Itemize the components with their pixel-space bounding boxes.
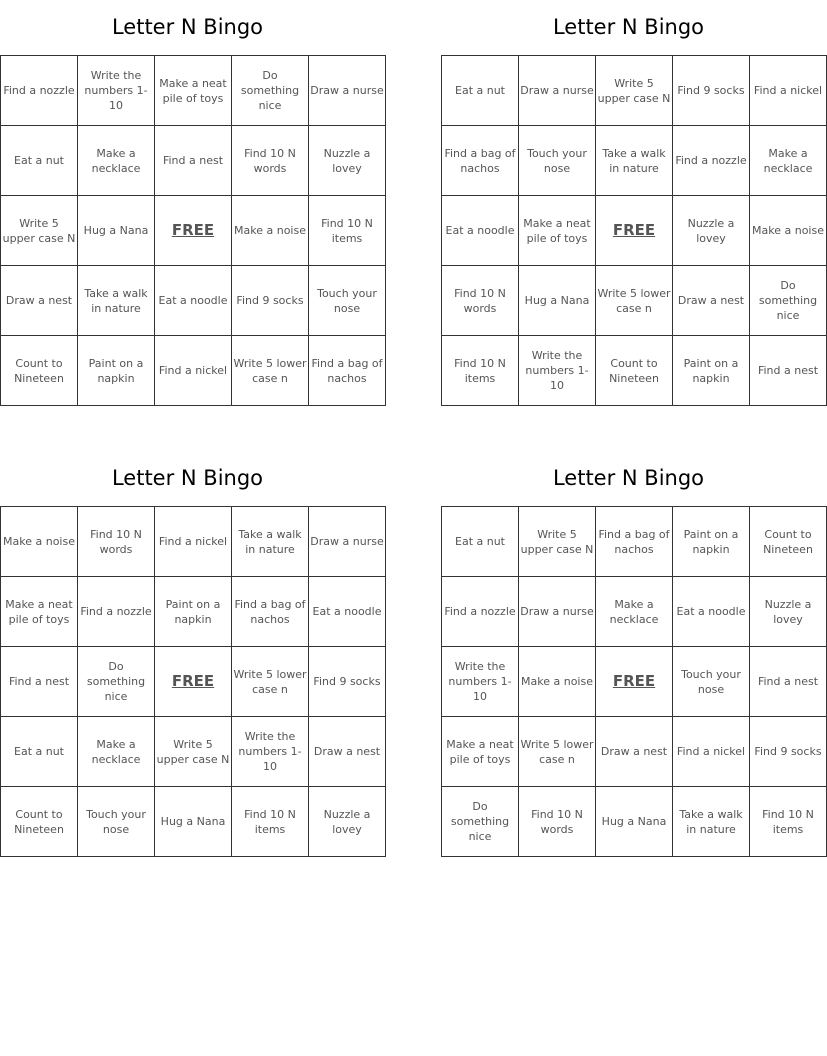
bingo-grid <box>0 55 386 406</box>
bingo-cell: Count to Nineteen <box>750 507 827 577</box>
bingo-cell: Make a necklace <box>78 126 155 196</box>
bingo-cell: Make a neat pile of toys <box>1 577 78 647</box>
bingo-row <box>442 266 827 336</box>
bingo-cell: Touch your nose <box>519 126 596 196</box>
bingo-cell: Do something nice <box>78 647 155 717</box>
bingo-cell: Make a neat pile of toys <box>519 196 596 266</box>
bingo-cell: Find a bag of nachos <box>442 126 519 196</box>
bingo-cell: Find a nickel <box>673 717 750 787</box>
bingo-cell: Draw a nurse <box>309 56 386 126</box>
bingo-cell: Find 10 N words <box>232 126 309 196</box>
bingo-cell: Write the numbers 1-10 <box>442 647 519 717</box>
bingo-cell: Write the numbers 1-10 <box>232 717 309 787</box>
bingo-row <box>1 577 386 647</box>
free-space-cell: FREE <box>596 196 673 266</box>
bingo-cell: Make a noise <box>1 507 78 577</box>
card-title: Letter N Bingo <box>111 15 264 39</box>
free-space-cell: FREE <box>596 647 673 717</box>
bingo-cell: Make a noise <box>232 196 309 266</box>
bingo-row <box>1 336 386 406</box>
bingo-cell: Touch your nose <box>673 647 750 717</box>
bingo-cell: Find 9 socks <box>750 717 827 787</box>
bingo-cell: Do something nice <box>232 56 309 126</box>
bingo-cell: Write 5 upper case N <box>596 56 673 126</box>
bingo-cell: Write 5 upper case N <box>155 717 232 787</box>
bingo-row <box>442 336 827 406</box>
bingo-row <box>1 196 386 266</box>
bingo-cell: Eat a nut <box>442 56 519 126</box>
bingo-cell: Eat a nut <box>1 717 78 787</box>
bingo-row <box>1 507 386 577</box>
bingo-cell: Write 5 upper case N <box>519 507 596 577</box>
bingo-cell: Eat a nut <box>442 507 519 577</box>
card-title: Letter N Bingo <box>111 466 264 490</box>
bingo-cell: Draw a nest <box>673 266 750 336</box>
bingo-cell: Take a walk in nature <box>596 126 673 196</box>
bingo-cell: Find 10 N words <box>519 787 596 857</box>
bingo-cell: Hug a Nana <box>519 266 596 336</box>
bingo-cell: Find a nest <box>750 647 827 717</box>
bingo-cell: Eat a noodle <box>309 577 386 647</box>
bingo-row <box>442 507 827 577</box>
bingo-cell: Find 10 N items <box>309 196 386 266</box>
bingo-row <box>1 126 386 196</box>
bingo-cell: Draw a nurse <box>519 577 596 647</box>
bingo-cell: Eat a noodle <box>155 266 232 336</box>
bingo-cell: Find a nickel <box>750 56 827 126</box>
bingo-row <box>1 717 386 787</box>
bingo-cell: Hug a Nana <box>596 787 673 857</box>
bingo-cell: Nuzzle a lovey <box>673 196 750 266</box>
bingo-cell: Find a nest <box>1 647 78 717</box>
bingo-cell: Take a walk in nature <box>78 266 155 336</box>
bingo-cell: Find a nickel <box>155 336 232 406</box>
bingo-cell: Find a nozzle <box>442 577 519 647</box>
bingo-cell: Nuzzle a lovey <box>750 577 827 647</box>
free-space-cell: FREE <box>155 647 232 717</box>
bingo-cell: Paint on a napkin <box>673 336 750 406</box>
bingo-row <box>442 196 827 266</box>
bingo-cell: Write 5 lower case n <box>232 336 309 406</box>
bingo-cell: Paint on a napkin <box>155 577 232 647</box>
bingo-cell: Touch your nose <box>78 787 155 857</box>
bingo-cell: Write 5 lower case n <box>232 647 309 717</box>
bingo-cell: Paint on a napkin <box>673 507 750 577</box>
bingo-cell: Count to Nineteen <box>596 336 673 406</box>
card-title: Letter N Bingo <box>552 15 705 39</box>
bingo-cell: Find a nest <box>155 126 232 196</box>
bingo-cell: Find 10 N items <box>750 787 827 857</box>
bingo-row <box>1 787 386 857</box>
bingo-grid <box>441 506 827 857</box>
card-title: Letter N Bingo <box>552 466 705 490</box>
bingo-cell: Draw a nurse <box>309 507 386 577</box>
bingo-cell: Count to Nineteen <box>1 787 78 857</box>
bingo-cell: Find 9 socks <box>309 647 386 717</box>
bingo-cell: Find a nozzle <box>673 126 750 196</box>
bingo-row <box>442 577 827 647</box>
bingo-cell: Hug a Nana <box>78 196 155 266</box>
bingo-cell: Draw a nest <box>309 717 386 787</box>
bingo-cell: Find a nickel <box>155 507 232 577</box>
bingo-cell: Write 5 lower case n <box>596 266 673 336</box>
bingo-cell: Write 5 upper case N <box>1 196 78 266</box>
bingo-cell: Find 9 socks <box>673 56 750 126</box>
bingo-cell: Do something nice <box>442 787 519 857</box>
bingo-cell: Count to Nineteen <box>1 336 78 406</box>
bingo-cell: Eat a nut <box>1 126 78 196</box>
free-space-cell: FREE <box>155 196 232 266</box>
bingo-cell: Find a nozzle <box>78 577 155 647</box>
bingo-cell: Make a necklace <box>596 577 673 647</box>
bingo-cell: Eat a noodle <box>673 577 750 647</box>
bingo-cell: Write the numbers 1-10 <box>519 336 596 406</box>
bingo-row <box>442 647 827 717</box>
bingo-cell: Take a walk in nature <box>232 507 309 577</box>
bingo-cell: Eat a noodle <box>442 196 519 266</box>
bingo-cell: Draw a nest <box>1 266 78 336</box>
bingo-cell: Make a noise <box>750 196 827 266</box>
bingo-row <box>442 126 827 196</box>
bingo-cell: Write the numbers 1-10 <box>78 56 155 126</box>
bingo-cell: Find a nozzle <box>1 56 78 126</box>
bingo-cell: Hug a Nana <box>155 787 232 857</box>
bingo-row <box>442 787 827 857</box>
bingo-cell: Nuzzle a lovey <box>309 126 386 196</box>
bingo-cell: Make a necklace <box>78 717 155 787</box>
bingo-cell: Draw a nest <box>596 717 673 787</box>
bingo-cell: Find a bag of nachos <box>232 577 309 647</box>
bingo-cell: Find 10 N items <box>232 787 309 857</box>
bingo-cell: Write 5 lower case n <box>519 717 596 787</box>
bingo-cell: Take a walk in nature <box>673 787 750 857</box>
bingo-cell: Make a noise <box>519 647 596 717</box>
bingo-cell: Find 10 N words <box>78 507 155 577</box>
bingo-cell: Draw a nurse <box>519 56 596 126</box>
bingo-row <box>442 717 827 787</box>
bingo-cell: Nuzzle a lovey <box>309 787 386 857</box>
bingo-cell: Make a neat pile of toys <box>155 56 232 126</box>
bingo-row <box>1 266 386 336</box>
bingo-cell: Find a nest <box>750 336 827 406</box>
bingo-row <box>442 56 827 126</box>
bingo-cell: Find a bag of nachos <box>596 507 673 577</box>
bingo-cell: Make a neat pile of toys <box>442 717 519 787</box>
bingo-cell: Find 9 socks <box>232 266 309 336</box>
bingo-cell: Make a necklace <box>750 126 827 196</box>
bingo-cell: Paint on a napkin <box>78 336 155 406</box>
bingo-cell: Find a bag of nachos <box>309 336 386 406</box>
bingo-grid <box>0 506 386 857</box>
bingo-cell: Find 10 N words <box>442 266 519 336</box>
bingo-row <box>1 647 386 717</box>
bingo-cell: Do something nice <box>750 266 827 336</box>
bingo-cell: Touch your nose <box>309 266 386 336</box>
bingo-grid <box>441 55 827 406</box>
bingo-row <box>1 56 386 126</box>
bingo-cell: Find 10 N items <box>442 336 519 406</box>
